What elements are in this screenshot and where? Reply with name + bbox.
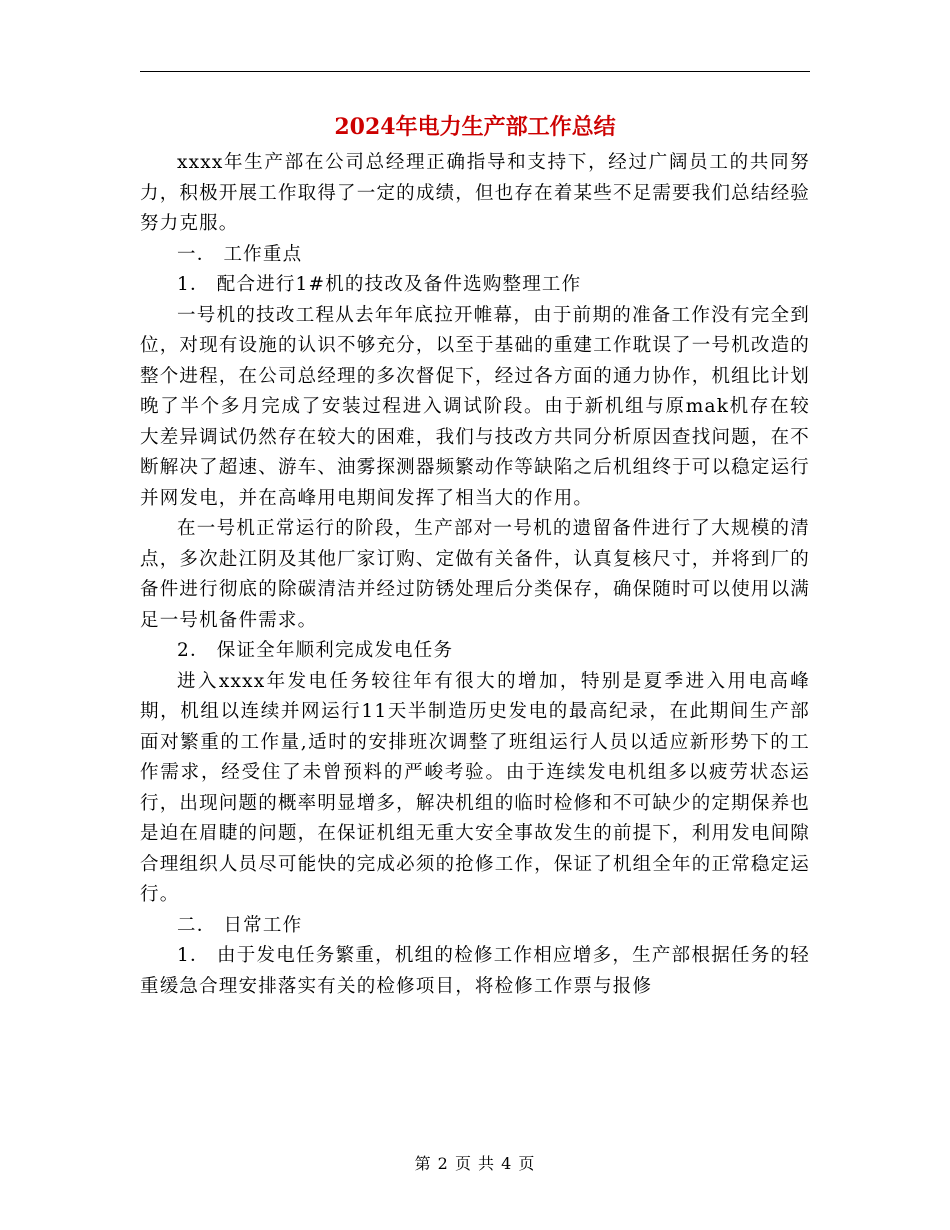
document-title: 2024年电力生产部工作总结: [334, 114, 616, 140]
paragraph-generation-task: 进入xxxx年发电任务较往年有很大的增加，特别是夏季进入用电高峰期，机组以连续并网运行11天半制造历史发电的最高纪录，在此期间生产部面对繁重的工作量,适时的安排班次调整了班组运行人员以适应新形势下的工作需求，经受住了未曾预料的严峻考验。由于连续发电机组多以疲劳状态运行，出现问题的概率明显增多，解决机组的临时检修和不可缺少的定期保养也是迫在眉睫的问题，在保证机组无重大安全事故发生的前提下，利用发电间隙合理组织人员尽可能快的完成必须的抢修工作，保证了机组全年的正常稳定运行。: [140, 670, 810, 905]
page-number: 第 2 页 共 4 页: [414, 1154, 536, 1173]
subsection-heading-1-2: 2． 保证全年顺利完成发电任务: [177, 640, 454, 661]
header-rule: [140, 71, 810, 72]
paragraph-spare-parts: 在一号机正常运行的阶段，生产部对一号机的遗留备件进行了大规模的清点，多次赴江阴及其他厂家订购、定做有关备件，认真复核尺寸，并将到厂的备件进行彻底的除碳清洁并经过防锈处理后分类保存，确保随时可以使用以满足一号机备件需求。: [140, 518, 810, 631]
paragraph-daily-work: 1． 由于发电任务繁重，机组的检修工作相应增多，生产部根据任务的轻重缓急合理安排落实有关的检修项目，将检修工作票与报修: [140, 945, 810, 997]
subsection-heading-1-1: 1． 配合进行1#机的技改及备件选购整理工作: [177, 274, 582, 295]
section-heading-1: 一． 工作重点: [177, 243, 303, 265]
paragraph-intro: xxxx年生产部在公司总经理正确指导和支持下，经过广阔员工的共同努力，积极开展工作取得了一定的成绩，但也存在着某些不足需要我们总结经验努力克服。: [140, 152, 810, 234]
section-heading-2: 二． 日常工作: [177, 914, 303, 936]
document-body: [140, 148, 810, 1002]
paragraph-retrofit: 一号机的技改工程从去年年底拉开帷幕，由于前期的准备工作没有完全到位，对现有设施的认识不够充分，以至于基础的重建工作耽误了一号机改造的整个进程，在公司总经理的多次督促下，经过各方面的通力协作，机组比计划晚了半个多月完成了安装过程进入调试阶段。由于新机组与原mak机存在较大差异调试仍然存在较大的困难，我们与技改方共同分析原因查找问题，在不断解决了超速、游车、油雾探测器频繁动作等缺陷之后机组终于可以稳定运行并网发电，并在高峰用电期间发挥了相当大的作用。: [140, 304, 810, 509]
